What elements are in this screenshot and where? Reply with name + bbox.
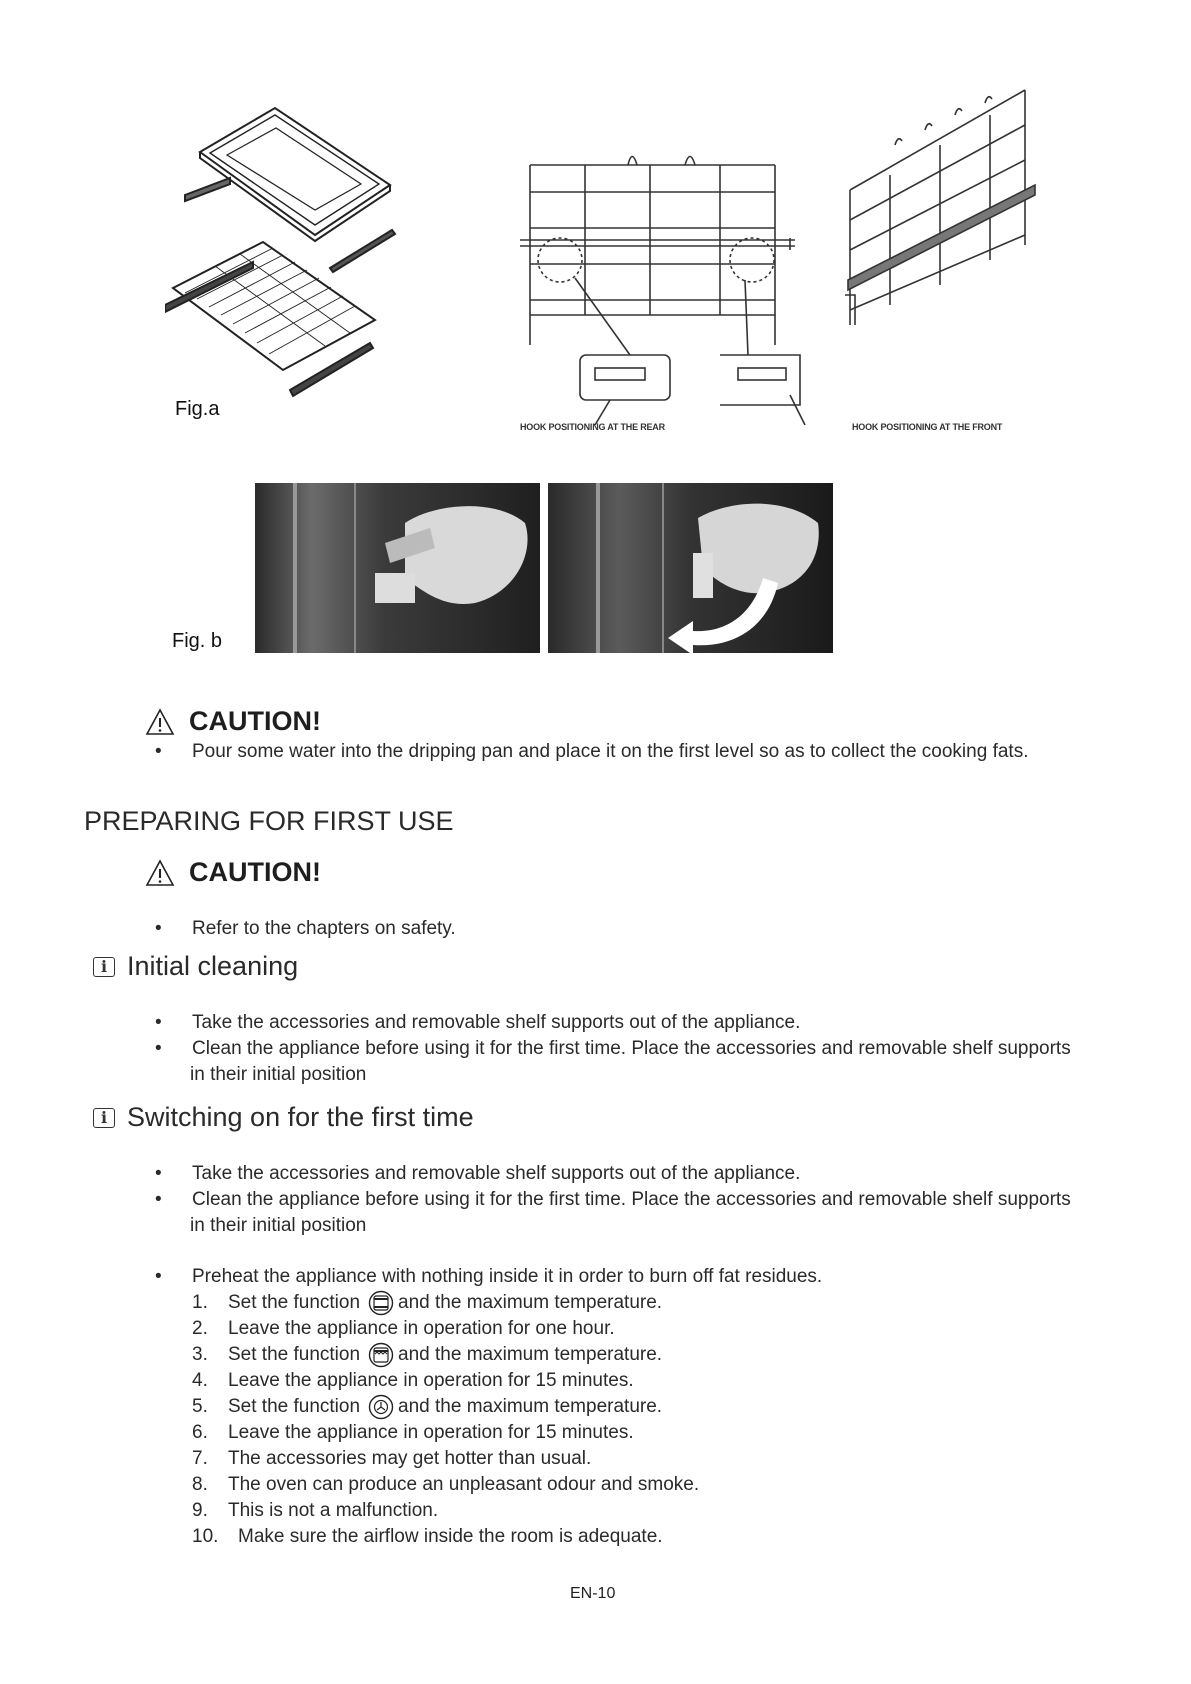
preheat-steps [192, 1290, 699, 1550]
page-number: EN-10 [570, 1585, 616, 1602]
info-icon: i [93, 957, 115, 977]
step-9: 9. This is not a malfunction. [192, 1500, 439, 1521]
caution-heading [145, 706, 321, 737]
step-7: 7. The accessories may get hotter than usual. [192, 1448, 592, 1469]
shelf-support-hook-diagram [520, 140, 810, 425]
step-4: 4. Leave the appliance in operation for 15 minutes. [192, 1370, 634, 1391]
list-item: • Preheat the appliance with nothing inside it in order to burn off fat residues. [155, 1266, 823, 1287]
hook-removal-photo-1 [255, 483, 540, 653]
step-1: 1. Set the function and the maximum temperature. [192, 1290, 699, 1316]
hook-removal-photo-2 [548, 483, 833, 653]
list-item: • Take the accessories and removable shelf supports out of the appliance. [155, 1012, 801, 1033]
step-3: 3. Set the function and the maximum temperature. [192, 1342, 699, 1368]
caution-bullet: • Pour some water into the dripping pan and place it on the first level so as to collect the cooking fats. [155, 741, 1029, 762]
fig-b-label: Fig. b [172, 630, 223, 652]
info-icon: i [93, 1108, 115, 1128]
fig-a-label: Fig.a [175, 398, 220, 420]
warning-icon [145, 859, 175, 887]
hook-rear-label: HOOK POSITIONING AT THE REAR [520, 422, 665, 432]
top-bottom-heat-icon [368, 1290, 394, 1316]
section-title-preparing: PREPARING FOR FIRST USE [84, 806, 454, 836]
step-10: 10. Make sure the airflow inside the room is adequate. [192, 1526, 663, 1547]
preparing-caution-heading [145, 857, 321, 888]
step-2: 2. Leave the appliance in operation for one hour. [192, 1318, 615, 1339]
step-6: 6. Leave the appliance in operation for 15 minutes. [192, 1422, 634, 1443]
subsection-switching-on: i Switching on for the first time [93, 1102, 474, 1133]
step-5: 5. Set the function and the maximum temperature. [192, 1394, 699, 1420]
list-item-continuation: in their initial position [190, 1215, 367, 1236]
list-item-continuation: in their initial position [190, 1064, 367, 1085]
warning-icon [145, 708, 175, 736]
fig-a-illustration [165, 100, 430, 430]
caution-title: CAUTION! [189, 857, 321, 887]
step-8: 8. The oven can produce an unpleasant odour and smoke. [192, 1474, 700, 1495]
list-item: • Clean the appliance before using it for the first time. Place the accessories and removable shelf supports [155, 1189, 1071, 1210]
hook-front-label: HOOK POSITIONING AT THE FRONT [852, 422, 1003, 432]
safety-bullet: • Refer to the chapters on safety. [155, 918, 456, 939]
caution-title: CAUTION! [189, 706, 321, 736]
list-item: • Clean the appliance before using it for the first time. Place the accessories and removable shelf supports [155, 1038, 1071, 1059]
subsection-initial-cleaning: i Initial cleaning [93, 951, 298, 982]
fan-heat-icon [368, 1394, 394, 1420]
grill-heat-icon [368, 1342, 394, 1368]
list-item: • Take the accessories and removable shelf supports out of the appliance. [155, 1163, 801, 1184]
shelf-support-side-diagram [840, 85, 1040, 350]
